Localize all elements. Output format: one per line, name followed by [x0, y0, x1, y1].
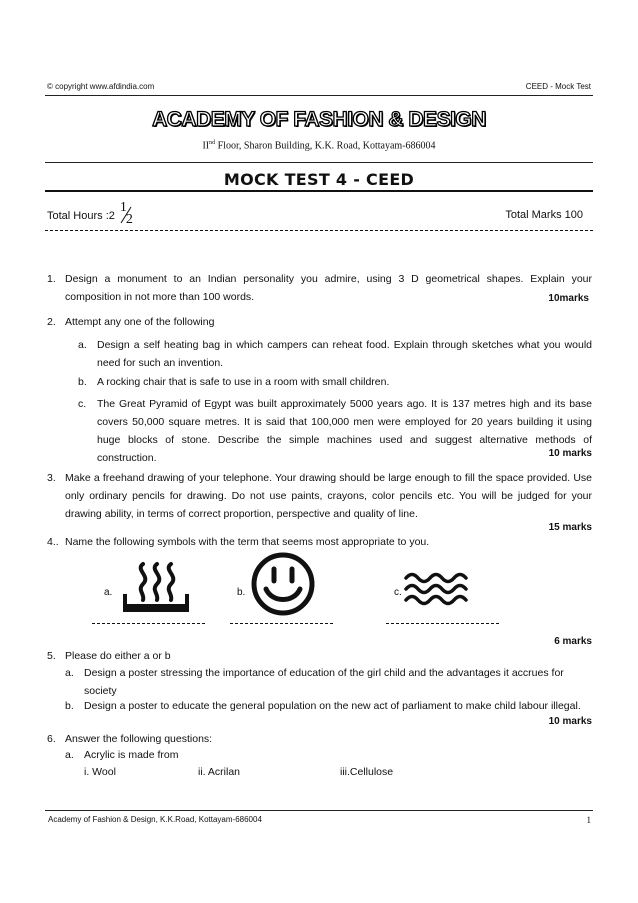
q2-text: Attempt any one of the following	[65, 316, 215, 328]
q6a-text: Acrylic is made from	[84, 749, 179, 761]
q6a-option-1: i. Wool	[84, 766, 116, 778]
q4-number: 4..	[47, 536, 59, 548]
q2a-label: a.	[78, 339, 87, 351]
institution-address: IInd Floor, Sharon Building, K.K. Road, Kottayam-686004	[202, 140, 436, 152]
q4b-label: b.	[237, 587, 246, 598]
q4b-answer-line[interactable]	[230, 623, 333, 624]
q1-marks: 10marks	[548, 293, 589, 304]
title-divider-bottom	[45, 190, 593, 192]
q5a-label: a.	[65, 667, 74, 679]
q4c-label: c.	[394, 587, 402, 598]
q5b-text: Design a poster to educate the general population on the new act of parliament to make child labour illegal.	[84, 700, 581, 712]
q2b-label: b.	[78, 376, 87, 388]
q4c-answer-line[interactable]	[386, 623, 499, 624]
q2a-text: Design a self heating bag in which campers can reheat food. Explain through sketches what you would need for such an invention.	[97, 339, 592, 369]
hours-fraction: 1 2	[119, 200, 133, 227]
title-divider-top	[45, 162, 593, 163]
mock-test-title: MOCK TEST 4 - CEED	[223, 170, 415, 189]
smiley-symbol-icon	[250, 551, 316, 617]
q5-text: Please do either a or b	[65, 650, 171, 662]
q2c-label: c.	[78, 398, 87, 410]
copyright-notice: © copyright www.afdindia.com	[47, 82, 155, 91]
footer-address: Academy of Fashion & Design, K.K.Road, Kottayam-686004	[48, 815, 262, 824]
q6a-option-2: ii. Acrilan	[198, 766, 241, 778]
q5b-label: b.	[65, 700, 74, 712]
q1-text: Design a monument to an Indian personality you admire, using 3 D geometrical shapes. Explain your composition in not more than 100 words.	[65, 273, 592, 303]
total-marks: Total Marks 100	[505, 209, 583, 221]
q6-text: Answer the following questions:	[65, 733, 213, 745]
q6-number: 6.	[47, 733, 56, 745]
page-number: 1	[586, 815, 591, 825]
separator-dashed	[45, 230, 593, 231]
total-hours: Total Hours :2 1 2	[47, 200, 133, 227]
q5a-text: Design a poster stressing the importance of education of the girl child and the advantages it accrues for society	[84, 667, 564, 697]
q4-text: Name the following symbols with the term that seems most appropriate to you.	[65, 536, 430, 548]
q6a-option-3: iii.Cellulose	[340, 766, 394, 778]
q4a-answer-line[interactable]	[92, 623, 205, 624]
q3-number: 3.	[47, 472, 56, 484]
institution-title: ACADEMY OF FASHION & DESIGN	[152, 108, 486, 131]
footer-divider	[45, 810, 593, 811]
q6a-label: a.	[65, 749, 74, 761]
q4-marks: 6 marks	[554, 636, 592, 647]
q3-marks: 15 marks	[548, 522, 592, 533]
q4a-label: a.	[104, 587, 113, 598]
q2-number: 2.	[47, 316, 56, 328]
heat-symbol-icon	[121, 560, 193, 614]
q1-number: 1.	[47, 273, 56, 285]
q2-marks: 10 marks	[548, 448, 592, 459]
q3-text: Make a freehand drawing of your telephone. Your drawing should be large enough to fill the space provided. Use only ordinary pencils for drawing. Do not use paints, crayons, color pencils etc. You will be judged for your drawing ability, in terms of correct proportion, perspective and quality of line.	[65, 472, 592, 520]
q2b-text: A rocking chair that is safe to use in a room with small children.	[97, 376, 390, 388]
q5-number: 5.	[47, 650, 56, 662]
q5-marks: 10 marks	[548, 716, 592, 727]
waves-symbol-icon	[402, 570, 470, 606]
header-divider	[45, 95, 593, 96]
q2c-text: The Great Pyramid of Egypt was built approximately 5000 years ago. It is 137 metres high and its base covers 50,000 square metres. It is said that 100,000 men were employed for 20 years building it using huge blocks of stone. Describe the simple machines used and suggest alternative methods of construction.	[97, 398, 592, 464]
test-name-header: CEED - Mock Test	[525, 82, 591, 91]
